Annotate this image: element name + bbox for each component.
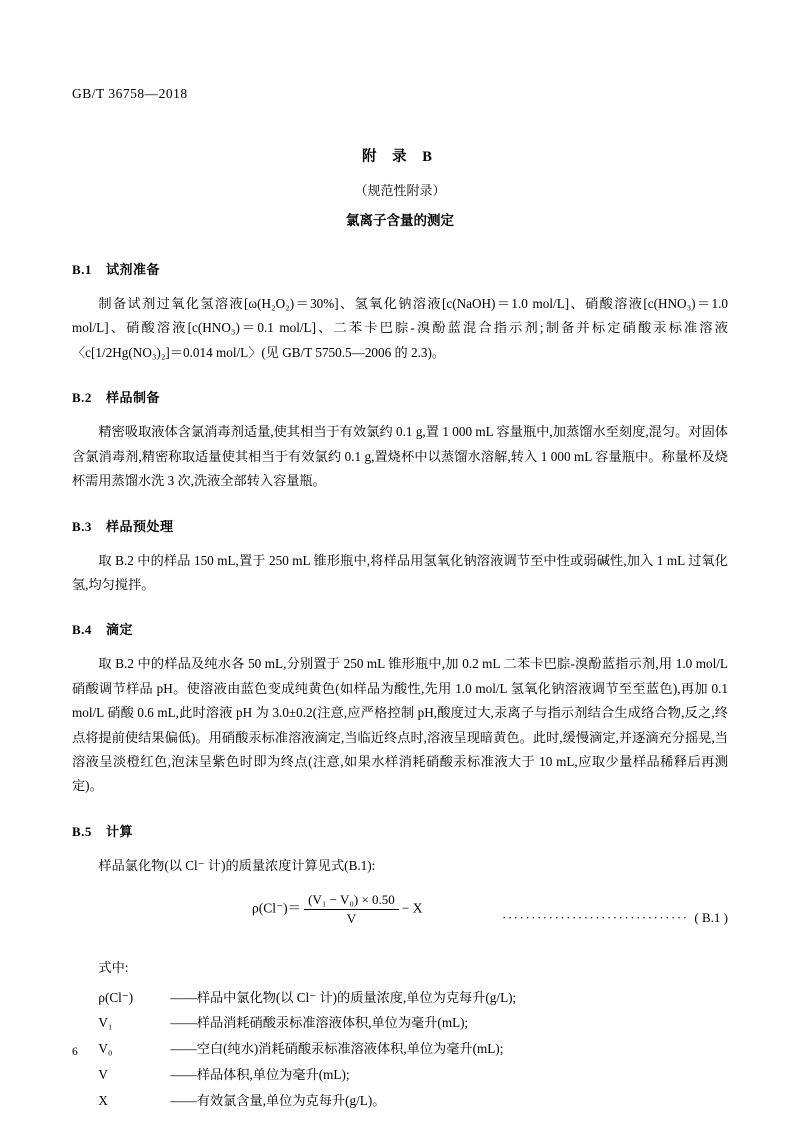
formula-numerator: (V₁ − V₀) × 0.50 xyxy=(304,892,399,910)
section-number-b4: B.4 xyxy=(72,622,92,638)
definition-symbol: V₀ xyxy=(98,1041,113,1057)
annex-subtitle: （规范性附录） xyxy=(354,183,446,198)
definition-text: ——样品消耗硝酸汞标准溶液体积,单位为毫升(mL); xyxy=(170,1015,469,1031)
section-heading-b4 xyxy=(72,619,728,638)
definition-text: ——样品中氯化物(以 Cl⁻ 计)的质量浓度,单位为克每升(g/L); xyxy=(170,989,517,1005)
section-b2-paragraph: 精密吸取液体含氯消毒剂适量,使其相当于有效氯约 0.1 g,置 1 000 mL 容量瓶中,加蒸馏水至刻度,混匀。对固体含氯消毒剂,精密称取适量使其相当于有效氯约 0.1 g,置烧杯中以蒸馏水溶解,转入 1 000 mL 容量瓶中。称量杯及烧杯需用蒸馏水洗 3 次,洗液全部转入容量瓶。 xyxy=(72,424,728,489)
definition-symbol: V₁ xyxy=(98,1015,113,1031)
formula-tail: − X xyxy=(401,900,423,916)
page-content xyxy=(72,145,728,1113)
section-heading-b3 xyxy=(72,516,728,535)
definition-item xyxy=(72,1088,728,1114)
definition-symbol: V xyxy=(98,1066,108,1082)
formula-b1-row xyxy=(72,892,728,946)
formula-leader-dots: ································ xyxy=(502,910,689,926)
page-number: 6 xyxy=(72,1046,78,1058)
section-heading-b5 xyxy=(72,821,728,840)
section-heading-b1 xyxy=(72,259,728,278)
section-number-b3: B.3 xyxy=(72,518,92,534)
formula-fraction xyxy=(304,892,399,927)
definition-item xyxy=(72,985,728,1011)
section-number-b5: B.5 xyxy=(72,823,92,839)
definitions-intro: 式中: xyxy=(98,960,129,976)
section-b1-paragraph: 制备试剂过氧化氢溶液[ω(H₂O₂)＝30%]、氢氧化钠溶液[c(NaOH)＝1.0 mol/L]、硝酸溶液[c(HNO₃)＝1.0 mol/L]、硝酸溶液[c(HNO₃)＝0.1 mol/L]、二苯卡巴腙-溴酚蓝混合指示剂;制备并标定硝酸汞标准溶液〈c[1/2Hg(NO₃)₂]＝0.014 mol/L〉(见 GB/T 5750.5—2006 的 2.3)。 xyxy=(72,296,728,360)
section-number-b1: B.1 xyxy=(72,262,92,277)
section-title-b4: 滴定 xyxy=(106,622,134,638)
formula-b1 xyxy=(252,892,423,927)
page-header: GB/T 36758—2018 xyxy=(72,86,188,101)
section-title-b2: 样品制备 xyxy=(106,390,161,406)
section-b5-paragraph: 样品氯化物(以 Cl⁻ 计)的质量浓度计算见式(B.1): xyxy=(98,857,376,873)
definition-symbol: ρ(Cl⁻) xyxy=(98,989,134,1005)
annex-title: 附 录 B xyxy=(362,149,438,165)
definition-item xyxy=(72,1010,728,1036)
section-title-b3: 样品预处理 xyxy=(106,518,174,534)
formula-number: ( B.1 ) xyxy=(694,910,728,926)
definitions-list xyxy=(72,985,728,1114)
definition-symbol: X xyxy=(98,1092,108,1108)
annex-name: 氯离子含量的测定 xyxy=(346,213,454,228)
definition-text: ——空白(纯水)消耗硝酸汞标准溶液体积,单位为毫升(mL); xyxy=(170,1041,504,1057)
section-number-b2: B.2 xyxy=(72,390,92,406)
section-b3-paragraph: 取 B.2 中的样品 150 mL,置于 250 mL 锥形瓶中,将样品用氢氧化钠溶液调节至中性或弱碱性,加入 1 mL 过氧化氢,均匀搅拌。 xyxy=(72,552,728,592)
definition-text: ——有效氯含量,单位为克每升(g/L)。 xyxy=(170,1092,386,1108)
formula-denominator: V xyxy=(346,911,357,927)
definition-item xyxy=(72,1062,728,1088)
definition-text: ——样品体积,单位为毫升(mL); xyxy=(170,1066,350,1082)
formula-lhs: ρ(Cl⁻)＝ xyxy=(252,900,302,916)
section-title-b5: 计算 xyxy=(106,823,134,839)
section-b4-paragraph: 取 B.2 中的样品及纯水各 50 mL,分别置于 250 mL 锥形瓶中,加 0.2 mL 二苯卡巴腙-溴酚蓝指示剂,用 1.0 mol/L 硝酸调节样品 pH。使溶液由蓝色变成纯黄色(如样品为酸性,先用 1.0 mol/L 氢氧化钠溶液调节至至蓝色),再加 0.1 mol/L 硝酸 0.6 mL,此时溶液 pH 为 3.0±0.2(注意,应严格控制 pH,酸度过大,汞离子与指示剂结合生成络合物,反之,终点将提前使结果偏低)。用硝酸汞标准溶液滴定,当临近终点时,溶液呈现暗黄色。此时,缓慢滴定,并逐滴充分摇晃,当溶液呈淡橙红色,泡沫呈紫色时即为终点(注意,如果水样消耗硝酸汞标准液大于 10 mL,应取少量样品稀释后再测定)。 xyxy=(72,656,728,794)
section-title-b1: 试剂准备 xyxy=(106,262,161,277)
section-heading-b2 xyxy=(72,387,728,406)
definition-item xyxy=(72,1036,728,1062)
